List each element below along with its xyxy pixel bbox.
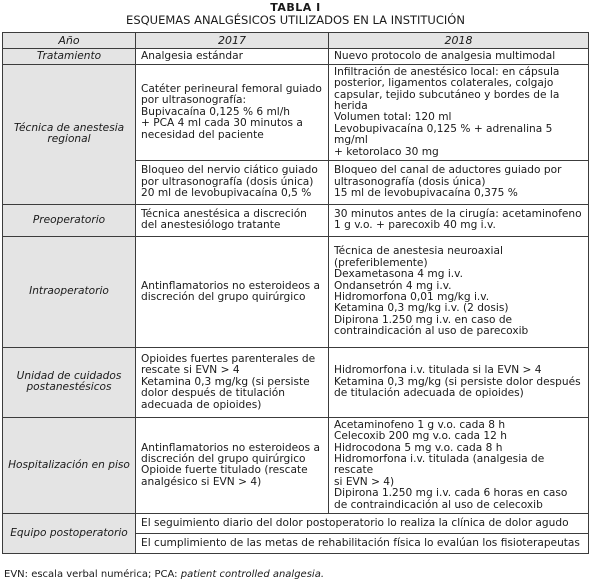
cell-line: de contraindicación al uso de celecoxib: [334, 498, 543, 511]
cell-tecnica-2018-a: [329, 65, 589, 161]
cell-line: Antinflamatorios no esteroideos a: [141, 441, 320, 454]
cell-ucpa-2017: [136, 348, 329, 418]
table-row: [3, 418, 589, 514]
cell-line: Analgesia estándar: [141, 49, 243, 62]
cell-tratamiento-2018: [329, 49, 589, 65]
cell-line: Volumen total: 120 ml: [334, 111, 452, 124]
cell-line: analgésico si EVN > 4): [141, 475, 262, 488]
cell-intraoperatorio-2017: [136, 237, 329, 348]
cell-line: Acetaminofeno 1 g v.o. cada 8 h: [334, 418, 506, 431]
cell-line: Hidromorfona i.v. titulada (analgesia de rescate: [334, 453, 545, 477]
cell-preoperatorio-2017: [136, 205, 329, 237]
table-row: [3, 514, 589, 534]
cell-line: 15 ml de levobupivacaína 0,375 %: [334, 187, 518, 200]
cell-tecnica-2018-b: [329, 161, 589, 205]
cell-line: Bupivacaína 0,125 % 6 ml/h: [141, 105, 291, 118]
table-number: TABLA I: [270, 1, 321, 14]
cell-line: Celecoxib 200 mg v.o. cada 12 h: [334, 430, 507, 443]
cell-line: contraindicación al uso de parecoxib: [334, 325, 529, 338]
cell-line: Ondansetrón 4 mg i.v.: [334, 279, 452, 292]
cell-line: Catéter perineural femoral guiado: [141, 82, 322, 95]
cell-ucpa-2018: [329, 348, 589, 418]
cell-line: 1 g v.o. + parecoxib 40 mg i.v.: [334, 219, 496, 232]
cell-tecnica-2017-b: [136, 161, 329, 205]
cell-line: Levobupivacaína 0,125 % + adrenalina 5 mg/ml: [334, 122, 553, 147]
cell-line: Técnica anestésica a discreción: [141, 208, 307, 220]
cell-line: si EVN > 4): [334, 475, 395, 488]
cell-line: Opioides fuertes parenterales de: [141, 352, 316, 365]
cell-line: discreción del grupo quirúrgico: [141, 453, 306, 465]
cell-line: discreción del grupo quirúrgico: [141, 290, 306, 303]
cell-line: Ketamina 0,3 mg/kg i.v. (2 dosis): [334, 302, 509, 315]
cell-preoperatorio-2018: [329, 205, 589, 237]
header-year: Año: [3, 33, 136, 49]
analgesic-schemes-table: [2, 32, 589, 554]
cell-line: Dipirona 1.250 mg i.v. cada 6 horas en caso: [334, 487, 568, 500]
row-label-tecnica: Técnica de anestesia regional: [3, 65, 136, 205]
cell-line: dolor después de titulación: [141, 387, 285, 400]
cell-line: 20 ml de levobupivacaína 0,5 %: [141, 187, 312, 200]
row-label-tratamiento: Tratamiento: [3, 49, 136, 65]
cell-line: (preferiblemente): [334, 256, 428, 269]
cell-line: por ultrasonografía (dosis única): [141, 175, 314, 188]
footnote-text: EVN: escala verbal numérica; PCA:: [4, 569, 181, 580]
cell-line: Hidromorfona 0,01 mg/kg i.v.: [334, 290, 490, 303]
cell-line: capsular, tejido subcutáneo y bordes de la: [334, 88, 560, 101]
cell-line: herida: [334, 100, 368, 112]
row-label-preoperatorio: Preoperatorio: [3, 205, 136, 237]
row-label-hospitalizacion: Hospitalización en piso: [3, 418, 136, 514]
footnote-italic: patient controlled analgesia.: [180, 569, 325, 580]
cell-line: necesidad del paciente: [141, 128, 264, 141]
cell-line: Opioide fuerte titulado (rescate: [141, 464, 308, 477]
cell-line: adecuada de opioides): [141, 398, 262, 411]
cell-line: + ketorolaco 30 mg: [334, 145, 439, 158]
cell-tratamiento-2017: [136, 49, 329, 65]
cell-line: Hidromorfona i.v. titulada si la EVN > 4: [334, 364, 542, 377]
cell-line: ultrasonografía (dosis única): [334, 175, 486, 188]
cell-line: Bloqueo del canal de aductores guiado por: [334, 164, 562, 177]
cell-line: Antinflamatorios no esteroideos a: [141, 279, 320, 292]
header-2018: 2018: [329, 33, 589, 49]
cell-line: por ultrasonografía:: [141, 94, 247, 107]
cell-line: Dexametasona 4 mg i.v.: [334, 268, 463, 281]
cell-line: Nuevo protocolo de analgesia multimodal: [334, 49, 556, 62]
cell-line: del anestesiólogo tratante: [141, 219, 281, 232]
table-row: [3, 205, 589, 237]
row-label-ucpa: Unidad de cuidados postanestésicos: [3, 348, 136, 418]
table-row: [3, 65, 589, 161]
cell-line: de titulación adecuada de opioides): [334, 387, 524, 400]
cell-line: Técnica de anestesia neuroaxial: [334, 245, 503, 258]
cell-line: Dipirona 1.250 mg i.v. en caso de: [334, 313, 513, 326]
header-2017: 2017: [136, 33, 329, 49]
cell-intraoperatorio-2018: [329, 237, 589, 348]
row-label-equipo: Equipo postoperatorio: [3, 514, 136, 554]
cell-line: posterior, ligamentos colaterales, colgajo: [334, 77, 554, 90]
cell-line: Ketamina 0,3 mg/kg (si persiste dolor después: [334, 375, 581, 388]
cell-line: Hidrocodona 5 mg v.o. cada 8 h: [334, 441, 503, 454]
cell-line: rescate si EVN > 4: [141, 364, 240, 377]
table-row: [3, 348, 589, 418]
cell-hospitalizacion-2018: [329, 418, 589, 514]
row-label-intraoperatorio: Intraoperatorio: [3, 237, 136, 348]
table-title: ESQUEMAS ANALGÉSICOS UTILIZADOS EN LA INSTITUCIÓN: [126, 13, 465, 27]
cell-line: 30 minutos antes de la cirugía: acetaminofeno: [334, 208, 582, 220]
table-row: [3, 49, 589, 65]
table-header-row: [3, 33, 589, 49]
cell-line: Bloqueo del nervio ciático guiado: [141, 164, 318, 177]
cell-tecnica-2017-a: [136, 65, 329, 161]
cell-line: + PCA 4 ml cada 30 minutos a: [141, 117, 303, 130]
table-row: [3, 237, 589, 348]
footnote: [4, 569, 324, 581]
cell-line: Ketamina 0,3 mg/kg (si persiste: [141, 375, 310, 388]
cell-equipo-b: El cumplimiento de las metas de rehabilitación física lo evalúan los fisioterapeutas: [136, 534, 589, 554]
cell-hospitalizacion-2017: [136, 418, 329, 514]
cell-equipo-a: El seguimiento diario del dolor postoperatorio lo realiza la clínica de dolor agudo: [136, 514, 589, 534]
cell-line: Infiltración de anestésico local: en cápsula: [334, 65, 560, 78]
